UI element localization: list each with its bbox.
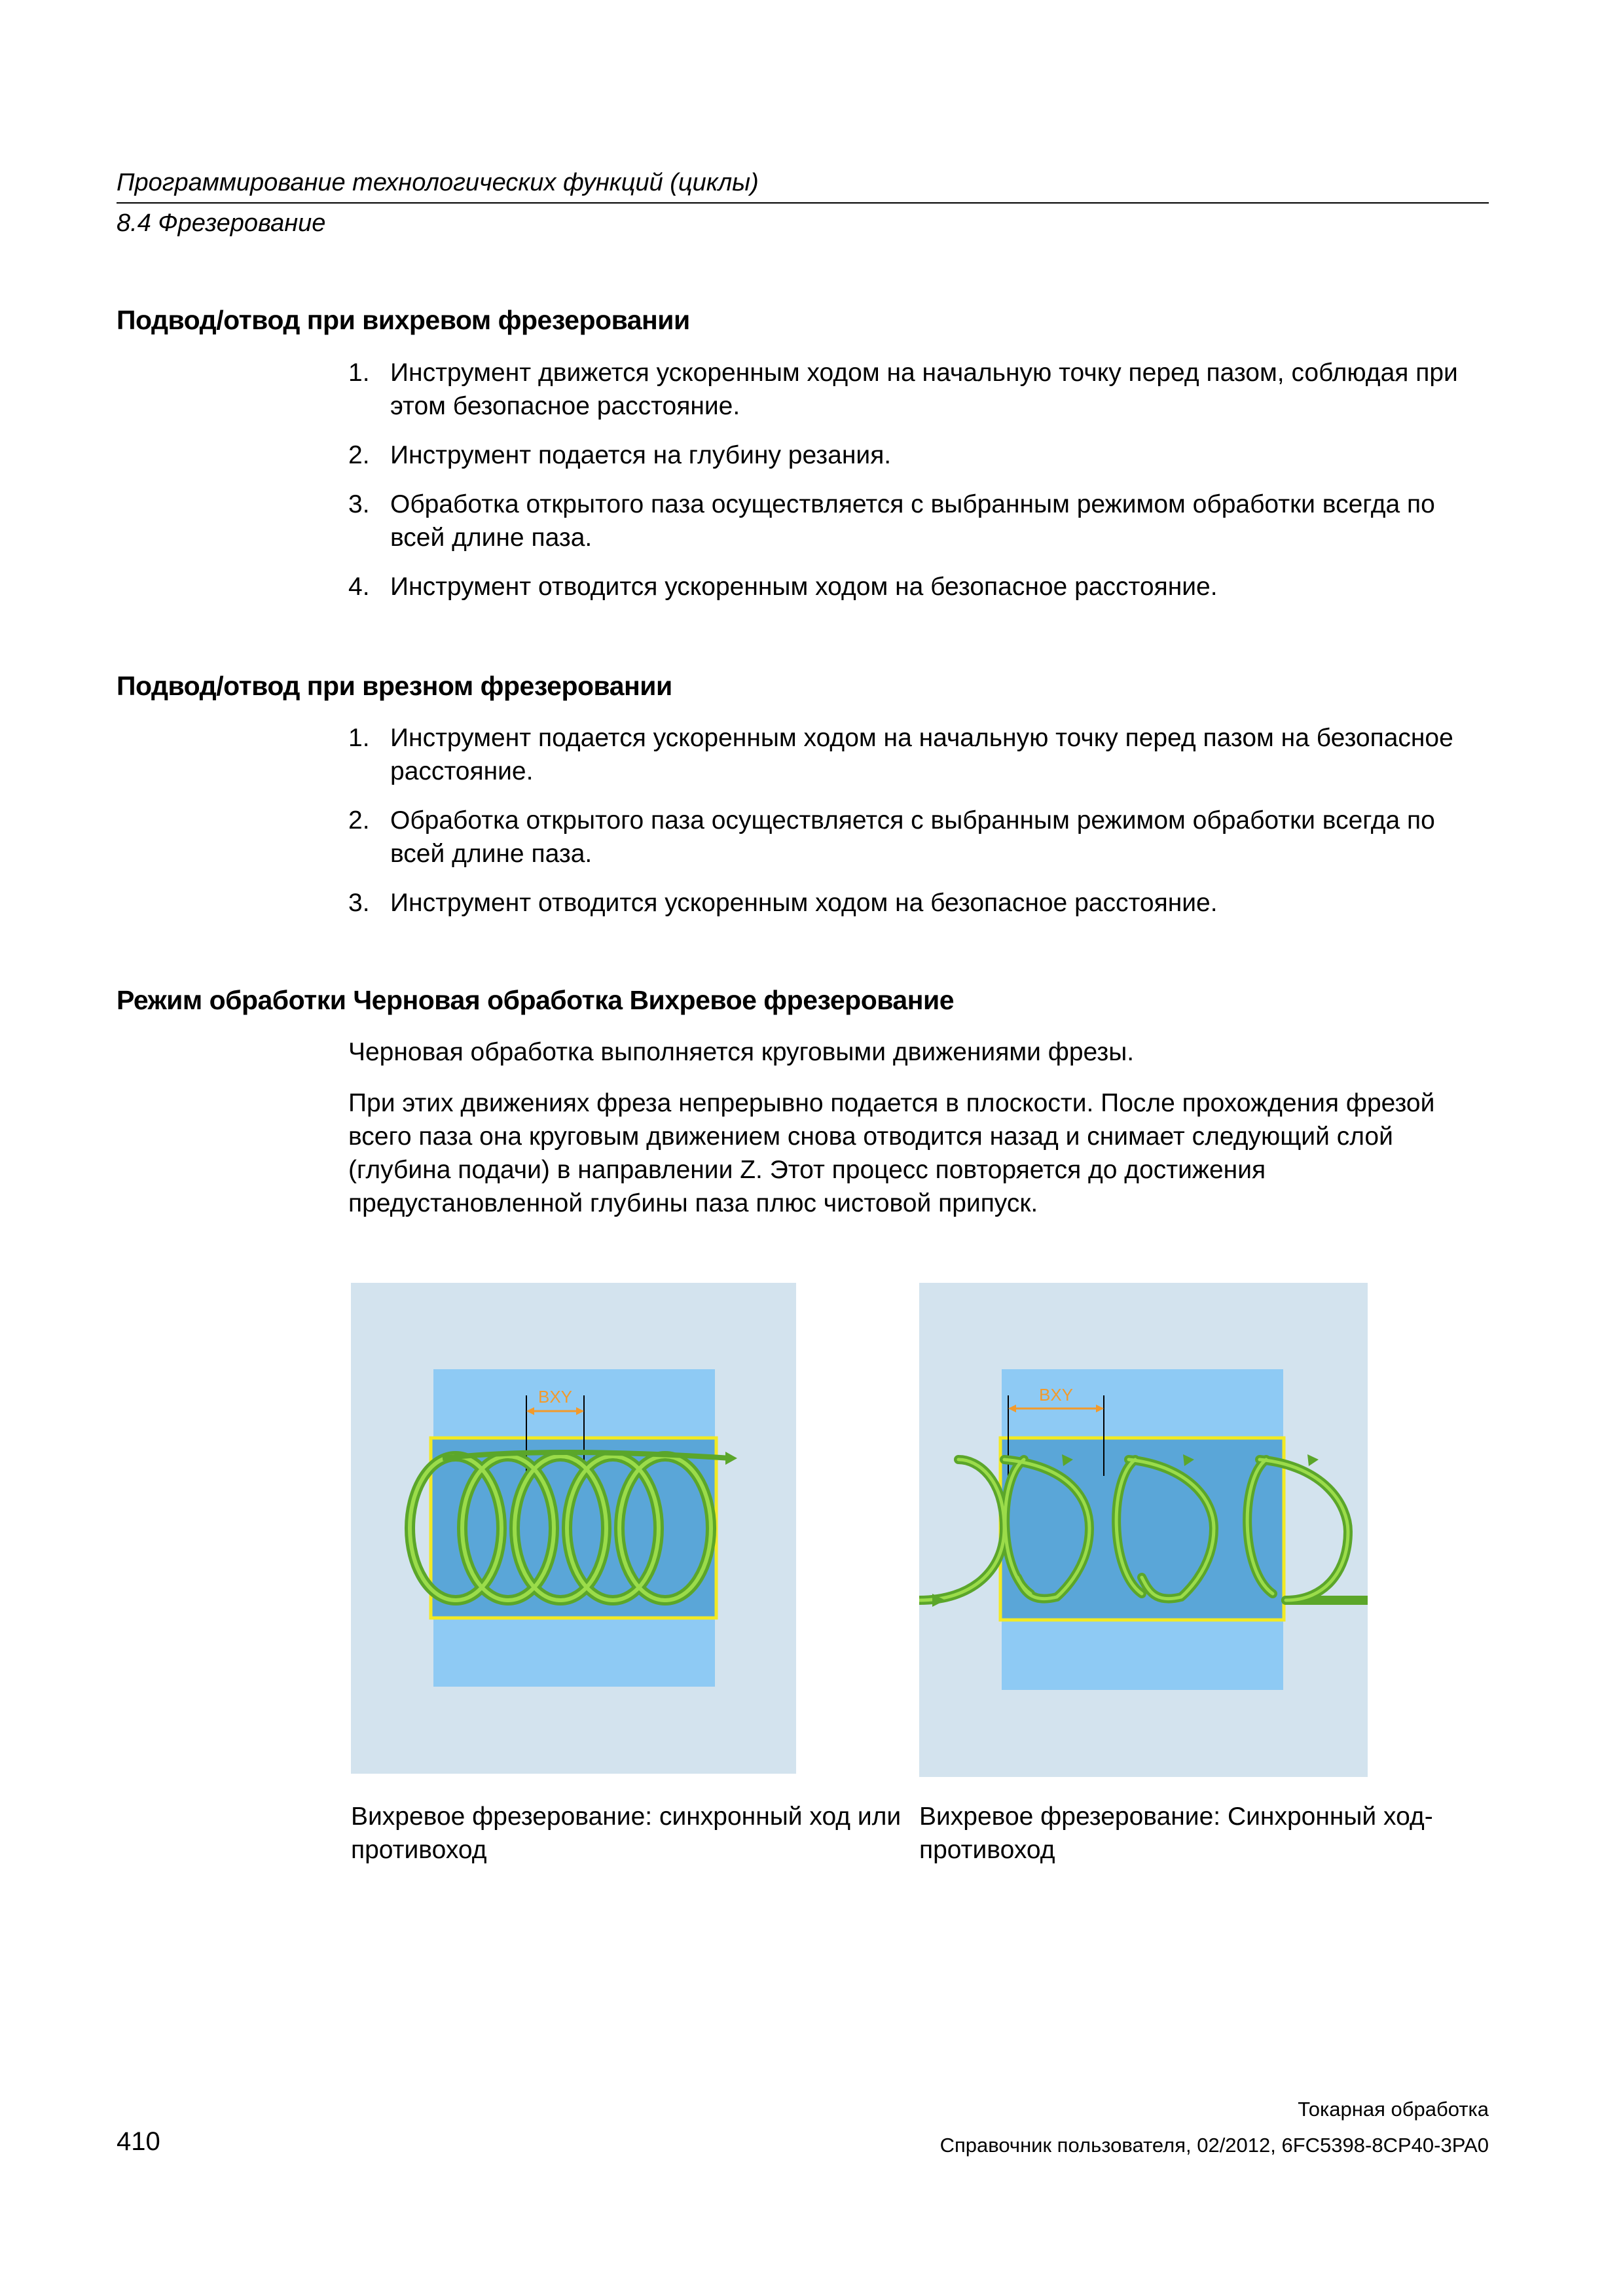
page-number: 410 xyxy=(117,2127,160,2156)
bxy-label: BXY xyxy=(1038,1385,1074,1405)
figure-caption-2: Вихревое фрезерование: Синхронный ход-противоход xyxy=(919,1803,1433,1864)
list-item: 2. Инструмент подается на глубину резания. xyxy=(348,441,892,469)
section-title: 8.4 Фрезерование xyxy=(117,209,326,237)
list-item: 1. Инструмент движется ускоренным ходом на начальную точку перед пазом, соблюдая при этом безопасное расстояние. xyxy=(348,359,1458,420)
figure-trochoidal-milling xyxy=(351,1283,796,1774)
footer-doc-info: Справочник пользователя, 02/2012, 6FC5398-8CP40-3PA0 xyxy=(939,2134,1489,2157)
paragraph: Черновая обработка выполняется круговыми движениями фрезы. xyxy=(348,1038,1135,1066)
list-item: 3. Инструмент отводится ускоренным ходом на безопасное расстояние. xyxy=(348,889,1218,917)
list-item: 2. Обработка открытого паза осуществляется с выбранным режимом обработки всегда по всей длине паза. xyxy=(348,806,1435,868)
list-item: 4. Инструмент отводится ускоренным ходом на безопасное расстояние. xyxy=(348,573,1218,601)
footer-title: Токарная обработка xyxy=(1298,2098,1489,2121)
heading-plunge-approach: Подвод/отвод при врезном фрезеровании xyxy=(117,671,672,701)
chapter-title: Программирование технологических функций (циклы) xyxy=(117,169,759,196)
heading-roughing-mode: Режим обработки Черновая обработка Вихревое фрезерование xyxy=(117,985,954,1015)
list-item: 3. Обработка открытого паза осуществляется с выбранным режимом обработки всегда по всей длине паза. xyxy=(348,490,1435,552)
figure-caption-1: Вихревое фрезерование: синхронный ход или противоход xyxy=(351,1803,902,1864)
steps-whirl xyxy=(348,356,1461,619)
bxy-label: BXY xyxy=(538,1387,573,1407)
figure-synchronous-counter xyxy=(919,1283,1368,1777)
paragraph: При этих движениях фреза непрерывно подается в плоскости. После прохождения фрезой всего паза она круговым движением снова отводится назад и снимает следующий слой (глубина подачи) в направлении Z. Этот процесс повторяется до достижения предустановленной глубины паза плюс чистовой припуск. xyxy=(348,1089,1435,1217)
steps-plunge xyxy=(348,721,1461,935)
heading-whirl-approach: Подвод/отвод при вихревом фрезеровании xyxy=(117,305,690,335)
list-item: 1. Инструмент подается ускоренным ходом на начальную точку перед пазом на безопасное расстояние. xyxy=(348,724,1453,785)
header-rule xyxy=(117,202,1489,204)
